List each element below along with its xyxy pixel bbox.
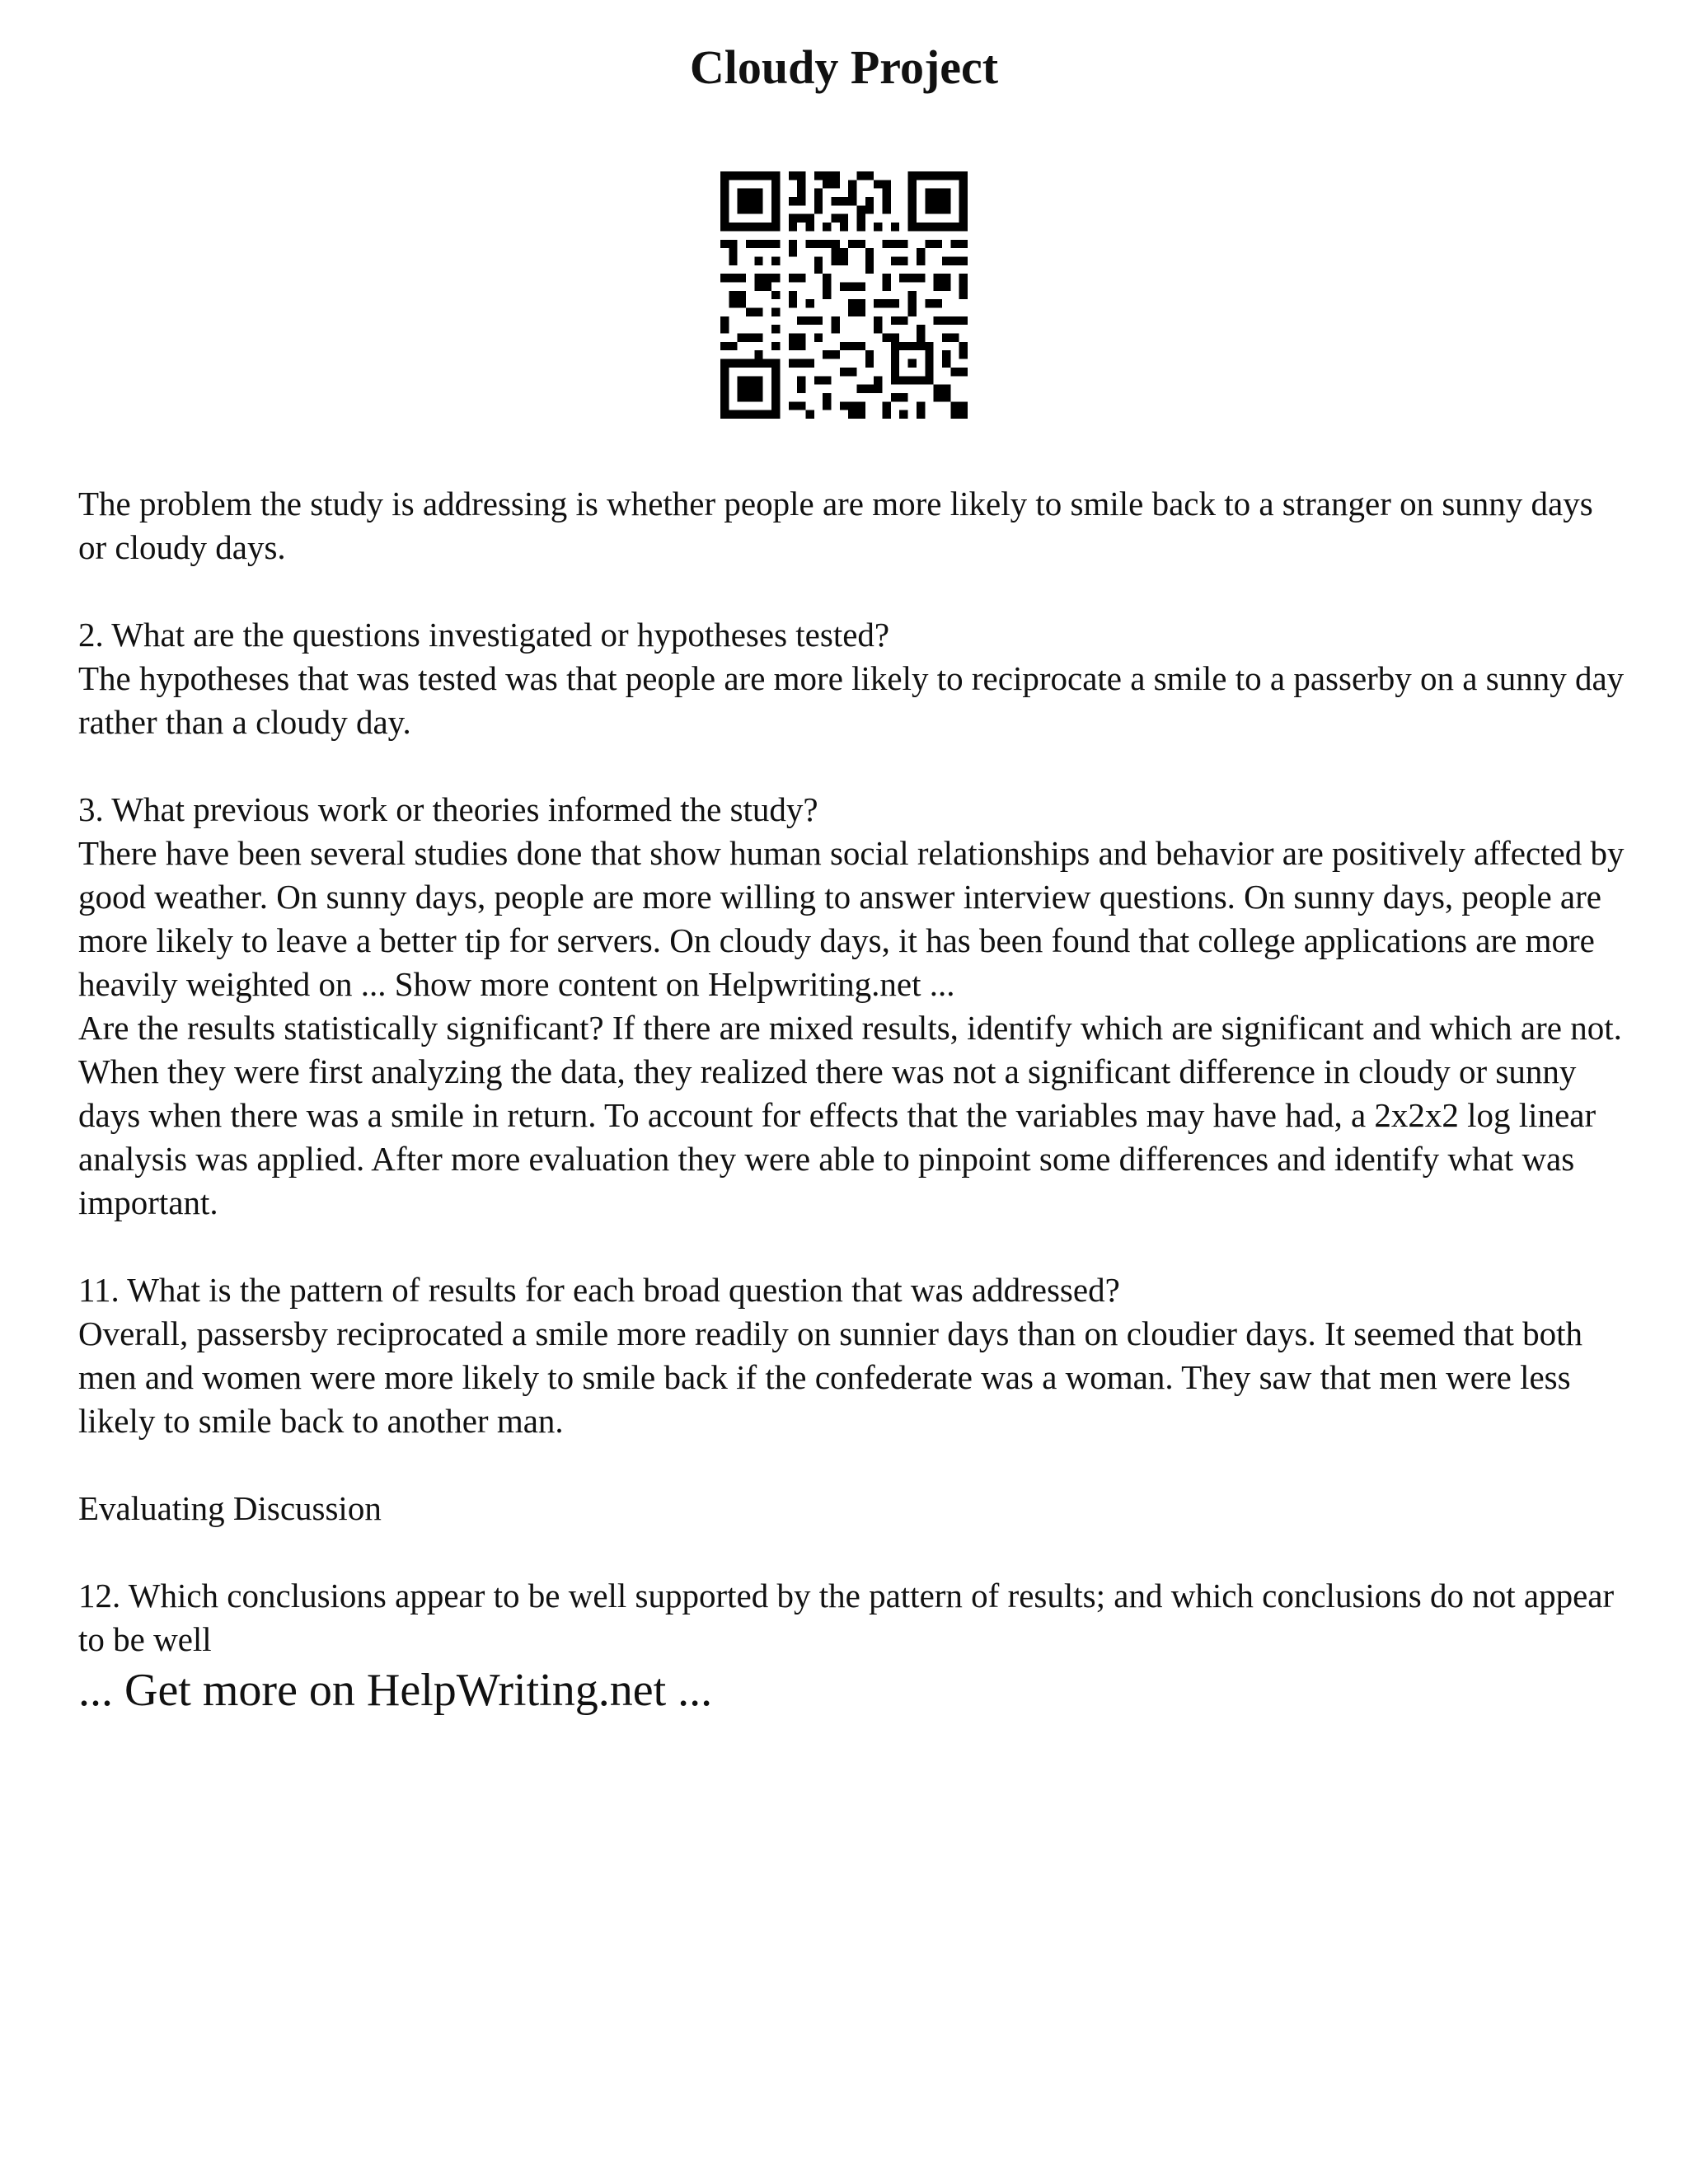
answer-2: The hypotheses that was tested was that people are more likely to reciprocate a smile to a passerby on a sunny day rather than a cloudy day.	[78, 659, 1625, 741]
answer-3: There have been several studies done that show human social relationships and behavior are positively affected by good weather. On sunny days, people are more willing to answer interview questions. On sunny days, people are more likely to leave a better tip for servers. On cloudy days, it has been found that college applications are more heavily weighted on ... Show more content on Helpwriting.net ...	[78, 834, 1625, 1003]
question-2: 2. What are the questions investigated or hypotheses tested?	[78, 616, 890, 654]
intro-paragraph: The problem the study is addressing is whether people are more likely to smile back to a stranger on sunny days or cloudy days.	[78, 485, 1593, 566]
qr-code-icon	[720, 171, 968, 419]
answer-11: Overall, passersby reciprocated a smile more readily on sunnier days than on cloudier days. It seemed that both men and women were more likely to smile back if the confederate was a woman. They saw that men were less likely to smile back to another man.	[78, 1315, 1583, 1440]
question-11: 11. What is the pattern of results for each broad question that was addressed?	[78, 1271, 1120, 1309]
section-heading: Evaluating Discussion	[78, 1489, 382, 1527]
question-significance: Are the results statistically significant? If there are mixed results, identify which are significant and which are not.	[78, 1009, 1622, 1047]
question-12: 12. Which conclusions appear to be well supported by the pattern of results; and which conclusions do not appear to be well	[78, 1577, 1615, 1658]
question-3: 3. What previous work or theories informed the study?	[78, 790, 818, 828]
answer-significance: When they were first analyzing the data, they realized there was not a significant difference in cloudy or sunny days when there was a smile in return. To account for effects that the variables may have had, a 2x2x2 log linear analysis was applied. After more evaluation they were able to pinpoint some differences and identify what was important.	[78, 1052, 1597, 1221]
document-body	[78, 482, 1628, 1719]
get-more-link[interactable]: ... Get more on HelpWriting.net ...	[78, 1665, 713, 1716]
page-title: Cloudy Project	[689, 40, 999, 94]
